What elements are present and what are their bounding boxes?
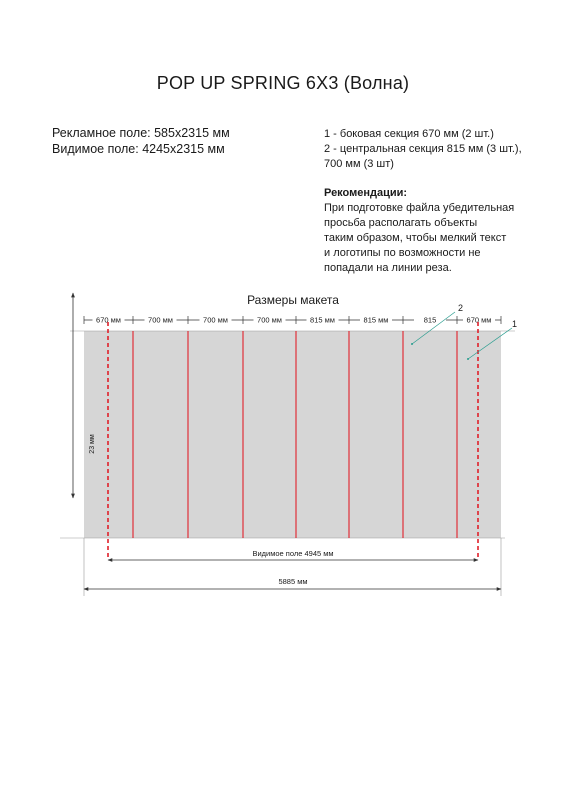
visible-field-spec: Видимое поле: 4245х2315 мм (52, 142, 225, 156)
diagram-caption: Размеры макета (247, 293, 339, 307)
segment-dimensions (84, 314, 501, 325)
callout-2-label: 2 (458, 303, 464, 313)
page-title: POP UP SPRING 6X3 (Волна) (156, 73, 410, 93)
section-note-3: 700 мм (3 шт) (324, 158, 394, 170)
recommendation-line: и логотипы по возможности не (324, 247, 481, 259)
segment-label: 670 мм (96, 315, 121, 325)
recommendations-title: Рекомендации: (324, 187, 408, 199)
callout-2-dot (411, 343, 413, 345)
print-panel (84, 331, 501, 538)
recommendation-line: попадали на линии реза. (324, 262, 452, 274)
segment-label: 700 мм (257, 315, 282, 325)
section-note-1: 1 - боковая секция 670 мм (2 шт.) (324, 128, 494, 140)
height-label: 23 мм (89, 434, 96, 454)
segment-label: 815 мм (363, 315, 389, 325)
callout-1-dot (467, 358, 469, 360)
total-width-label: 5885 мм (278, 577, 308, 586)
segment-label: 700 мм (148, 315, 173, 325)
segment-label: 815 (423, 315, 437, 325)
recommendation-line: просьба располагать объекты (324, 217, 478, 229)
recommendation-line: При подготовке файла убедительная (324, 202, 515, 214)
visible-field-label: Видимое поле 4945 мм (252, 549, 334, 558)
section-note-2: 2 - центральная секция 815 мм (3 шт.), (324, 143, 522, 155)
recommendation-line: таким образом, чтобы мелкий текст (324, 232, 507, 244)
segment-label: 700 мм (203, 315, 228, 325)
segment-label: 670 мм (466, 315, 492, 325)
ad-field-spec: Рекламное поле: 585х2315 мм (52, 126, 230, 140)
callout-1-label: 1 (512, 319, 518, 329)
segment-label: 815 мм (310, 315, 335, 325)
